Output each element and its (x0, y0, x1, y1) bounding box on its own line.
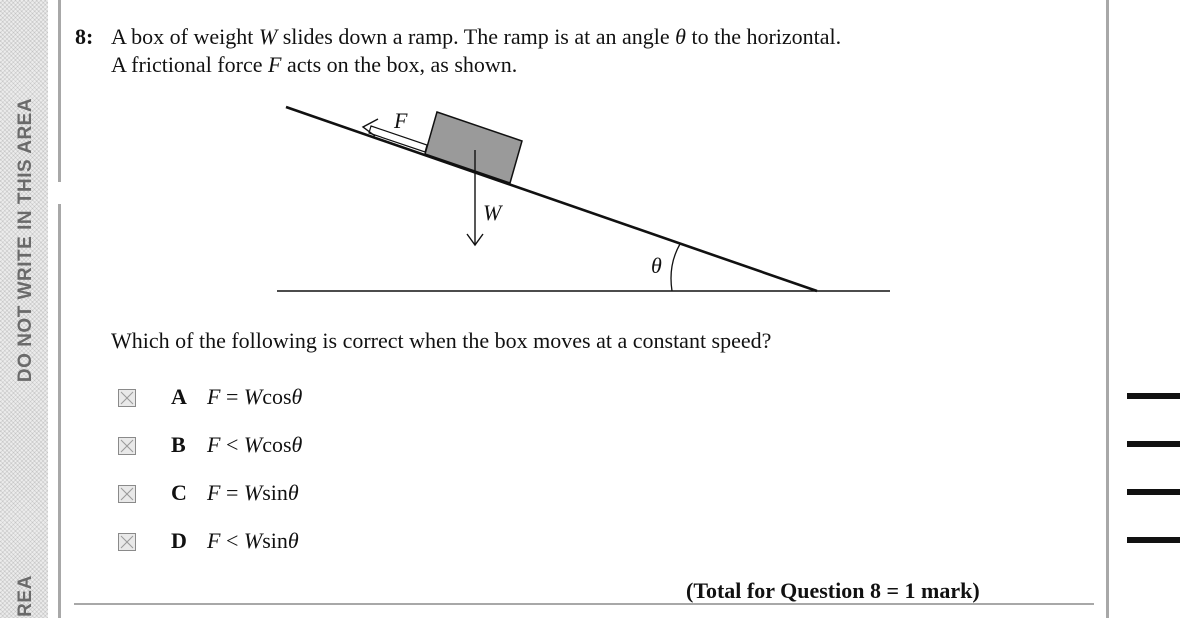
option-theta: θ (287, 528, 299, 553)
option-c (118, 480, 299, 507)
weight-label: W (483, 200, 502, 225)
option-c-text (207, 480, 299, 506)
angle-symbol: θ (675, 24, 686, 49)
margin-warning-text-bottom: REA (15, 575, 36, 617)
question-text-part: acts on the box, as shown. (281, 52, 518, 77)
option-weight: W (243, 480, 263, 505)
option-lhs: F (207, 432, 221, 457)
total-marks: (Total for Question 8 = 1 mark) (686, 578, 980, 603)
option-weight: W (243, 528, 263, 553)
option-a-text (207, 384, 302, 410)
angle-label: θ (651, 253, 662, 278)
option-operator: = (220, 384, 244, 409)
angle-arc (671, 244, 680, 291)
option-operator: < (220, 432, 244, 457)
margin-warning-text: DO NOT WRITE IN THIS AREA (15, 97, 36, 383)
option-b-text (207, 432, 302, 458)
margin-mark-1 (1127, 393, 1180, 399)
option-lhs: F (207, 528, 221, 553)
option-c-letter: C (171, 480, 187, 505)
option-d-checkbox[interactable] (118, 533, 136, 551)
option-lhs: F (207, 480, 221, 505)
ramp-line (286, 107, 817, 291)
option-function: sin (262, 528, 288, 553)
option-a (118, 384, 303, 411)
margin-mark-2 (1127, 441, 1180, 447)
option-b-checkbox[interactable] (118, 437, 136, 455)
option-d (118, 528, 299, 555)
option-theta: θ (287, 480, 299, 505)
option-function: sin (262, 480, 288, 505)
option-c-checkbox[interactable] (118, 485, 136, 503)
option-operator: < (220, 528, 244, 553)
option-a-checkbox[interactable] (118, 389, 136, 407)
bottom-rule (74, 603, 1094, 605)
checkbox-cross-icon (119, 534, 135, 550)
option-function: cos (262, 432, 292, 457)
question-text-part: A box of weight (111, 24, 259, 49)
option-a-letter: A (171, 384, 187, 409)
option-weight: W (243, 384, 263, 409)
option-operator: = (220, 480, 244, 505)
checkbox-cross-icon (119, 486, 135, 502)
option-d-letter: D (171, 528, 187, 553)
margin-mark-3 (1127, 489, 1180, 495)
option-b-letter: B (171, 432, 186, 457)
option-d-text (207, 528, 299, 554)
question-text-part: slides down a ramp. The ramp is at an angle (277, 24, 676, 49)
force-symbol: F (268, 52, 282, 77)
option-b (118, 432, 303, 459)
option-function: cos (262, 384, 292, 409)
question-number: 8: (75, 24, 94, 49)
checkbox-cross-icon (119, 390, 135, 406)
option-weight: W (243, 432, 263, 457)
friction-label: F (394, 108, 408, 133)
option-theta: θ (291, 432, 303, 457)
question-text-part: A frictional force (111, 52, 268, 77)
option-theta: θ (291, 384, 303, 409)
option-lhs: F (207, 384, 221, 409)
margin-mark-4 (1127, 537, 1180, 543)
weight-symbol: W (258, 24, 278, 49)
question-text-part: to the horizontal. (685, 24, 842, 49)
question-prompt: Which of the following is correct when the box moves at a constant speed? (111, 328, 772, 353)
checkbox-cross-icon (119, 438, 135, 454)
